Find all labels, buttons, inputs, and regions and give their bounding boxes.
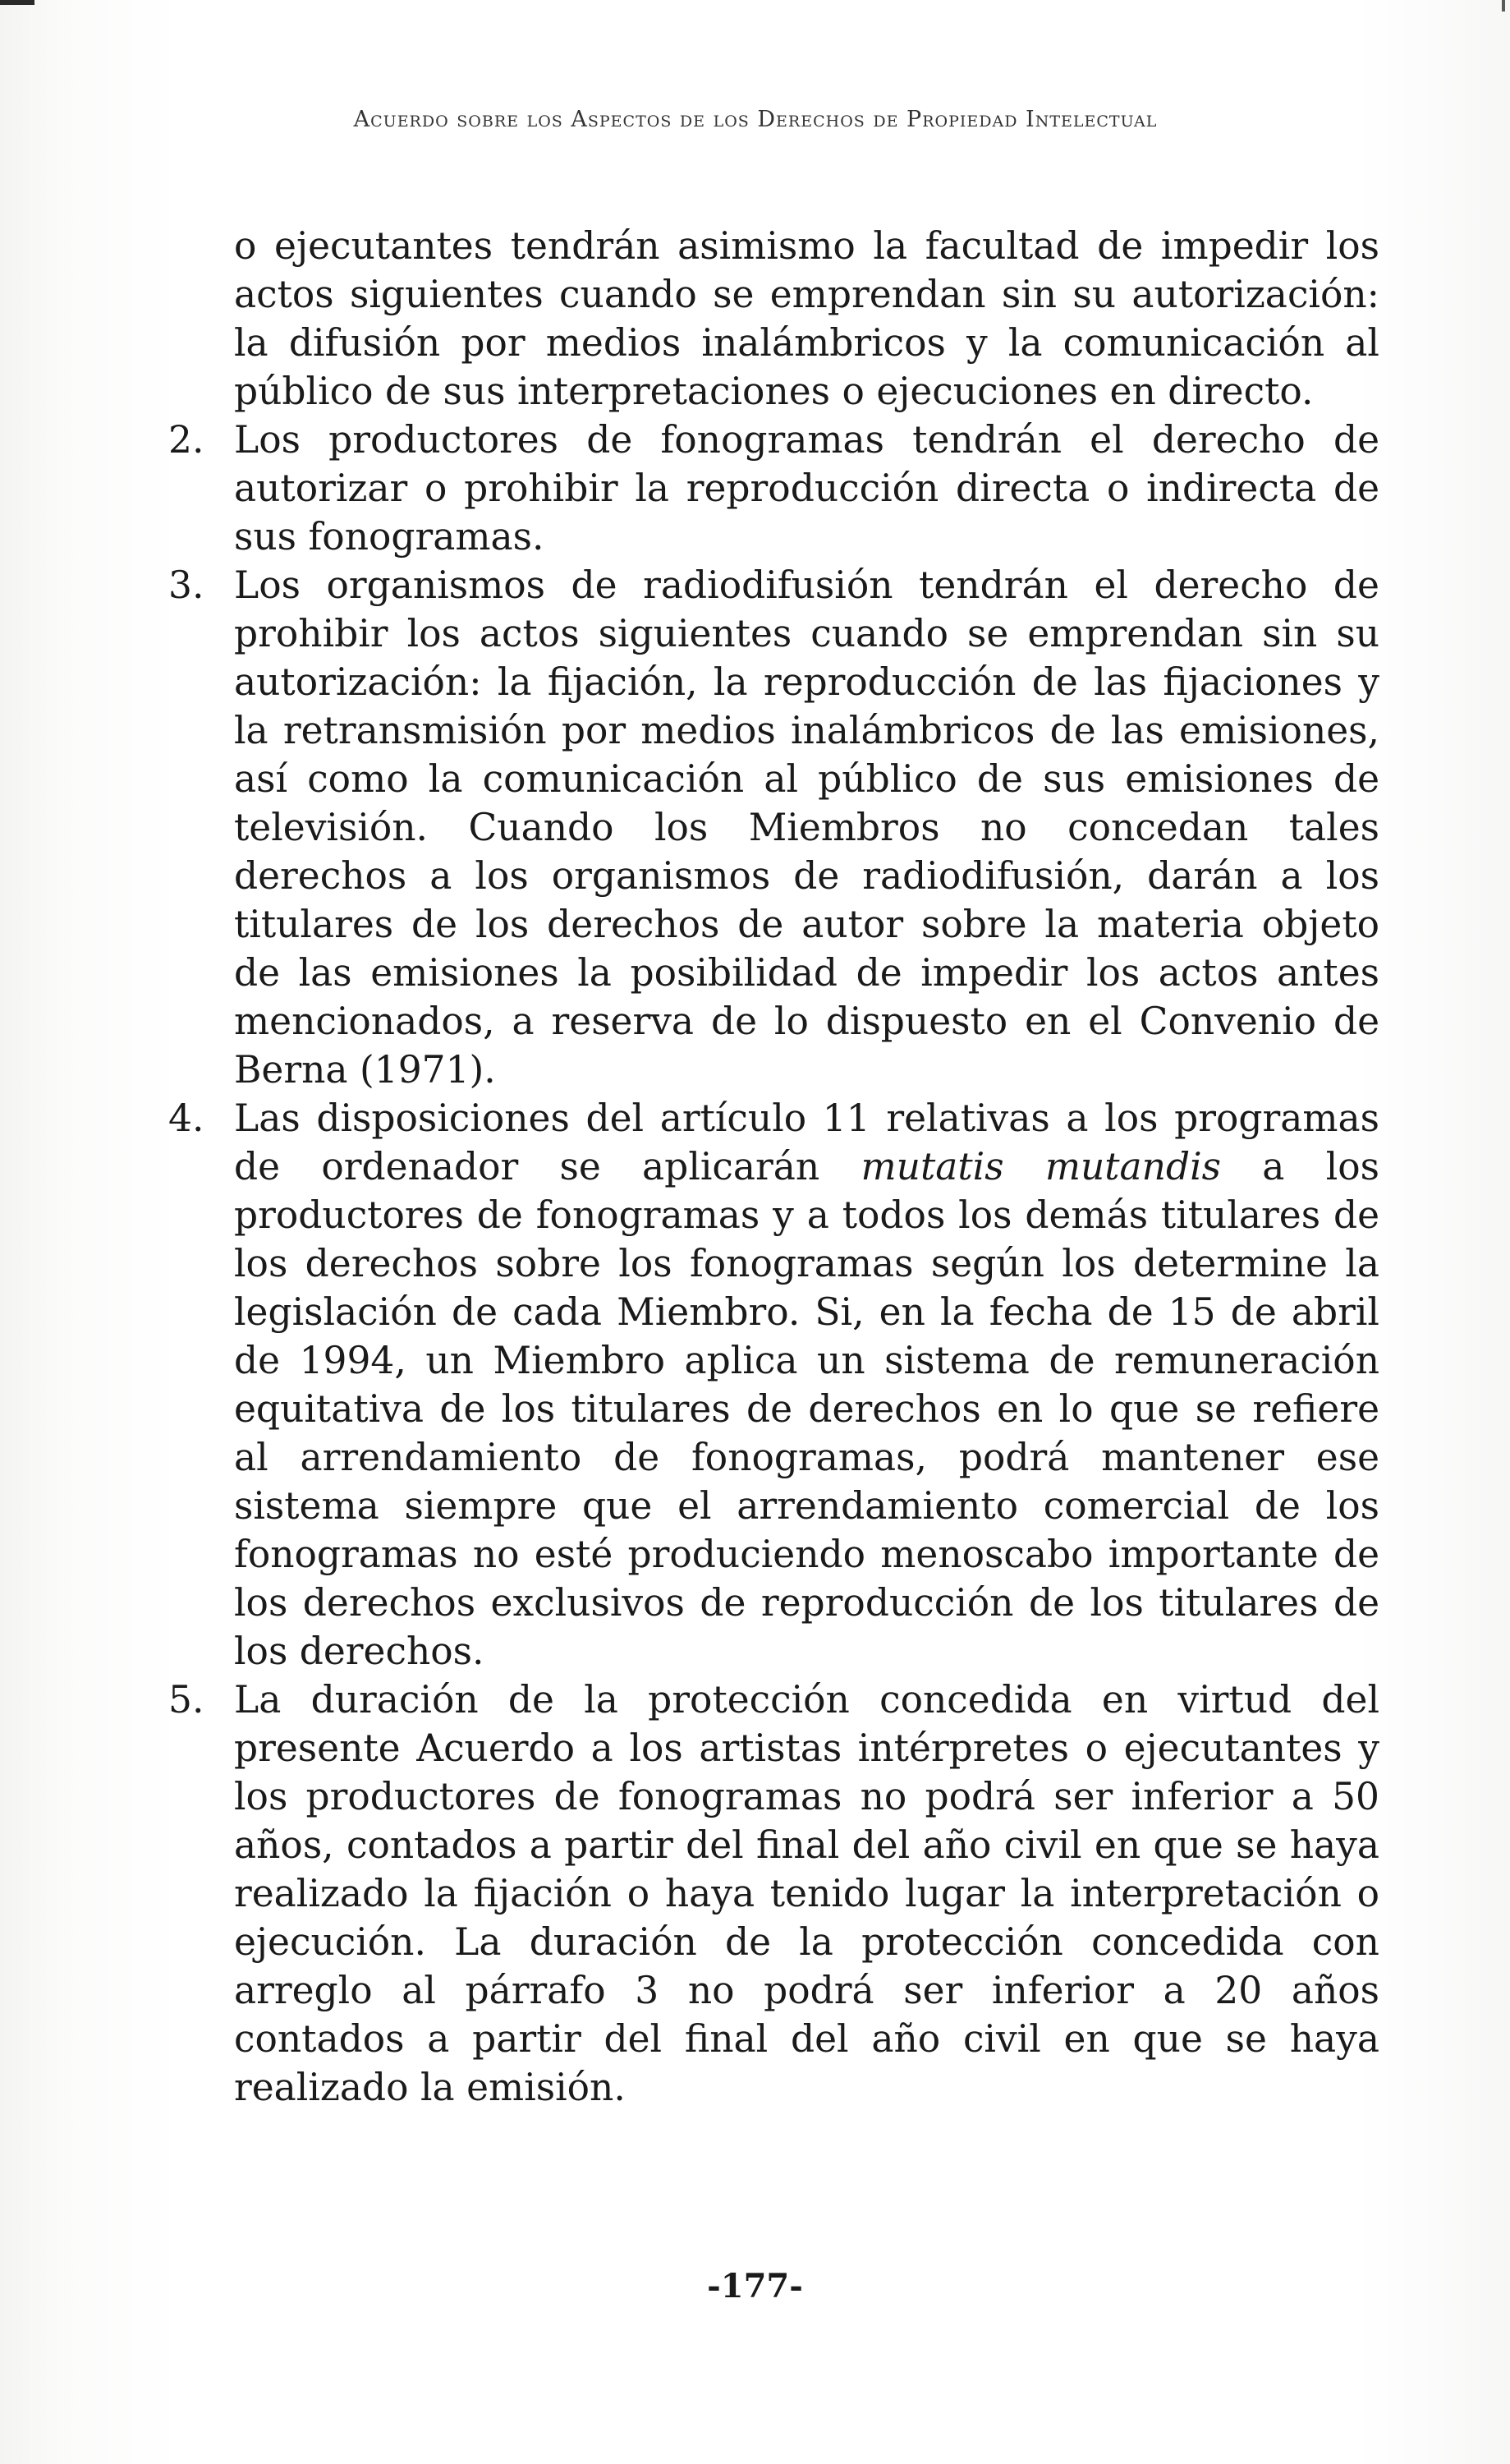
running-head: Acuerdo sobre los Aspectos de los Derechos de Propiedad Intelectual <box>353 107 1158 132</box>
opening-paragraph: o ejecutantes tendrán asimismo la facultad de impedir los actos siguientes cuando se emprendan sin su autorización: la difusión por medios inalámbricos y la comunicación al público de sus interpretaciones o ejecuciones en directo. <box>234 224 1379 413</box>
latin-phrase: mutatis mutandis <box>861 1145 1222 1188</box>
item-number: 5. <box>168 1678 204 1722</box>
item-text-before: Las disposiciones del artículo 11 relativas a los programas de ordenador se aplicarán <box>234 1096 1379 1188</box>
list-item-3 <box>168 561 1379 1094</box>
item-number: 2. <box>168 418 204 462</box>
scan-edge-mark-right <box>1502 0 1505 11</box>
item-text-after: a los productores de fonogramas y a todos los demás titulares de los derechos sobre los fonogramas según los determine la legislación de cada Miembro. Si, en la fecha de 15 de abril de 1994, un Miembro aplica un sistema de remuneración equitativa de los titulares de derechos en lo que se refiere al arrendamiento de fonogramas, podrá mantener ese sistema siempre que el arrendamiento comercial de los fonogramas no esté produciendo menoscabo importante de los derechos exclusivos de reproducción de los titulares de los derechos. <box>234 1145 1380 1673</box>
page-number: -177- <box>707 2267 803 2305</box>
list-item-4 <box>168 1094 1379 1676</box>
item-number: 4. <box>168 1096 204 1140</box>
list-item-5 <box>168 1676 1379 2112</box>
item-text: Los productores de fonogramas tendrán el derecho de autorizar o prohibir la reproducción directa o indirecta de sus fonogramas. <box>234 418 1379 559</box>
item-text <box>234 1094 1379 1676</box>
item-text: La duración de la protección concedida en virtud del presente Acuerdo a los artistas intérpretes o ejecutantes y los productores de fonogramas no podrá ser inferior a 50 años, contados a partir del final del año civil en que se haya realizado la fijación o haya tenido lugar la interpretación o ejecución. La duración de la protección concedida con arreglo al párrafo 3 no podrá ser inferior a 20 años contados a partir del final del año civil en que se haya realizado la emisión. <box>234 1678 1379 2109</box>
item-text: Los organismos de radiodifusión tendrán el derecho de prohibir los actos siguientes cuando se emprendan sin su autorización: la fijación, la reproducción de las fijaciones y la retransmisión por medios inalámbricos de las emisiones, así como la comunicación al público de sus emisiones de televisión. Cuando los Miembros no concedan tales derechos a los organismos de radiodifusión, darán a los titulares de los derechos de autor sobre la materia objeto de las emisiones la posibilidad de impedir los actos antes mencionados, a reserva de lo dispuesto en el Convenio de Berna (1971). <box>234 563 1379 1092</box>
item-number: 3. <box>168 563 204 607</box>
list-item-2 <box>168 416 1379 561</box>
scan-edge-mark <box>0 0 34 5</box>
article-body <box>168 222 1379 2112</box>
